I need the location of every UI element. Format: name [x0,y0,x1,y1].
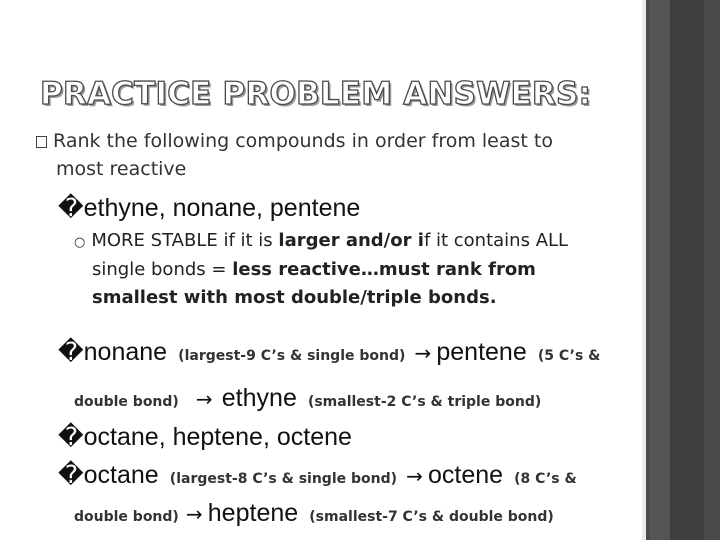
glyph-box-icon: � [58,461,84,489]
answer1-line-2: double bond) → ethyne (smallest-2 C’s & triple bond) [74,384,542,412]
decorative-side-bar [642,0,720,540]
question-line-2: most reactive [56,158,187,180]
answer2-compound-2: octene [427,461,504,489]
right-arrow-icon: → [414,341,432,365]
right-arrow-icon: → [185,502,203,526]
circle-bullet-icon: ○ [74,235,86,250]
right-arrow-icon: → [195,387,213,411]
square-bullet-icon [36,136,47,148]
explanation-line-2: single bonds = less reactive…must rank from [92,259,536,280]
explanation-line-1: ○ MORE STABLE if it is larger and/or if it contains ALL [74,230,569,251]
problem2-compounds: �octane, heptene, octene [58,422,352,451]
answer1-compound-3: ethyne [221,384,297,412]
answer2-compound-1: octane [83,461,159,489]
answer2-line-1: �octane (largest-8 C’s & single bond) → octene (8 C’s & [58,461,577,489]
problem1-compounds: �ethyne, nonane, pentene [58,193,361,222]
glyph-box-icon: � [58,338,84,366]
explanation-line-3: smallest with most double/triple bonds. [92,287,497,308]
right-arrow-icon: → [406,464,423,488]
glyph-box-icon: � [58,422,84,451]
answer1-compound-2: pentene [436,338,527,366]
answer2-compound-3: heptene [207,499,299,527]
slide-title: PRACTICE PROBLEM ANSWERS: [40,76,592,112]
answer2-line-2: double bond) → heptene (smallest-7 C’s & double bond) [74,499,554,527]
answer1-compound-1: nonane [83,338,168,366]
glyph-box-icon: � [58,193,84,222]
answer1-line-1: �nonane (largest-9 C’s & single bond) → pentene (5 C’s & [58,338,601,366]
question-line-1: Rank the following compounds in order from least to [36,130,553,152]
